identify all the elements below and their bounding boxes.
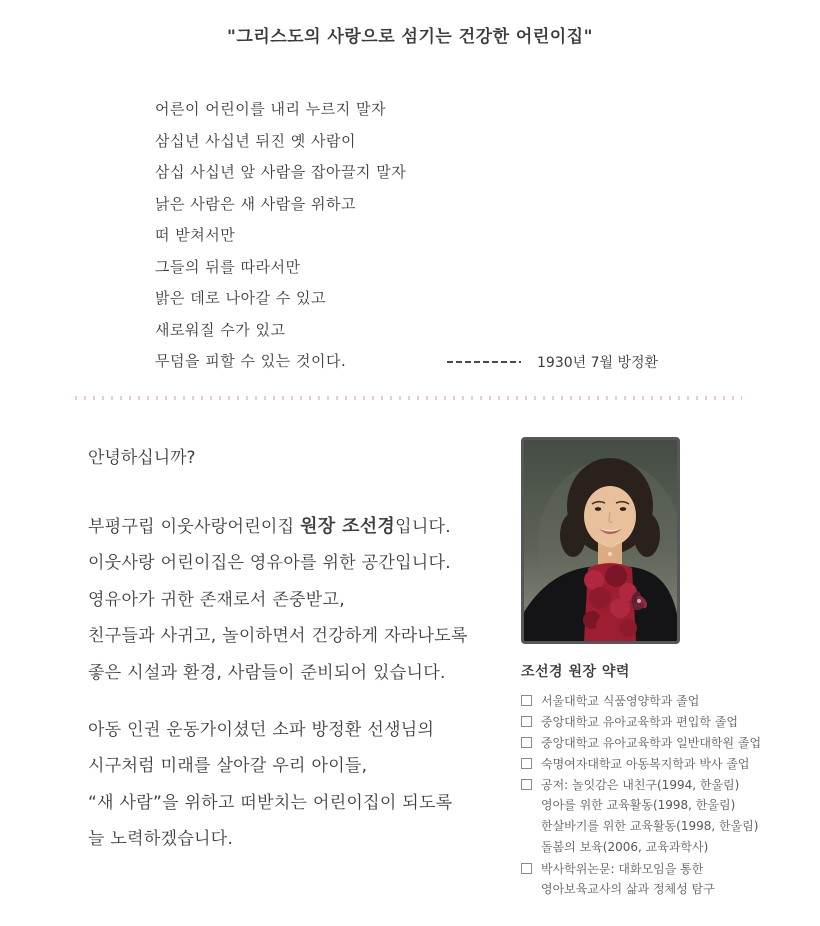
bio-item-label: 서울대학교 식품영양학과 졸업 (541, 694, 700, 708)
checkbox-icon (521, 716, 532, 727)
checkbox-icon (521, 863, 532, 874)
director-name-bold: 원장 조선경 (300, 516, 396, 537)
bio-item-label: 박사학위논문: 대화모임을 통한 (541, 862, 704, 876)
poem-attribution (447, 353, 658, 371)
poem-line: 밝은 데로 나아갈 수 있고 (155, 289, 326, 307)
bio-item (521, 858, 820, 879)
director-portrait-photo (521, 437, 680, 644)
poem (155, 94, 406, 378)
greeting-paragraph-1 (88, 509, 468, 691)
bio-item-label: 중앙대학교 유아교육학과 편입학 졸업 (541, 715, 738, 729)
checkbox-icon (521, 779, 532, 790)
bio-list (521, 690, 820, 900)
page-title: "그리스도의 사랑으로 섬기는 건강한 어린이집" (227, 27, 593, 47)
bio-sub-item: 영아를 위한 교육활동(1998, 한울림) (541, 798, 736, 812)
bio-item (521, 711, 820, 732)
greeting-line: 늘 노력하겠습니다. (88, 829, 234, 850)
bio-item-label: 공저: 놀잇감은 내친구(1994, 한울림) (541, 778, 740, 792)
greeting-hello: 안녕하십니까? (88, 448, 196, 468)
greeting-line-pre: 부평구립 이웃사랑어린이집 (88, 517, 301, 537)
poem-line: 낡은 사람은 새 사람을 위하고 (155, 194, 356, 213)
bio-section (521, 662, 820, 900)
greeting-text (88, 444, 468, 858)
greeting-line: 좋은 시설과 환경, 사람들이 준비되어 있습니다. (88, 662, 446, 683)
portrait-illustration (524, 440, 677, 641)
bio-item (521, 774, 820, 795)
poem-line: 삼십년 사십년 뒤진 옛 사람이 (155, 131, 356, 150)
greeting-line: 시구처럼 미래를 살아갈 우리 아이들, (88, 756, 368, 777)
dotted-divider (75, 396, 742, 400)
checkbox-icon (521, 758, 532, 769)
greeting-line: “새 사람”을 위하고 떠받치는 어린이집이 되도록 (88, 792, 453, 813)
bio-sub-item: 돌봄의 보육(2006, 교육과학사) (541, 840, 709, 854)
poem-line: 새로워질 수가 있고 (155, 320, 286, 339)
poem-line: 무덤을 피할 수 있는 것이다. (155, 352, 347, 370)
poem-line: 어른이 어린이를 내리 누르지 말자 (155, 100, 386, 118)
greeting-line: 친구들과 사귀고, 놀이하면서 건강하게 자라나도록 (88, 626, 468, 647)
greeting-paragraph-2 (88, 712, 468, 858)
bio-item (521, 753, 820, 774)
poem-line: 삼십 사십년 앞 사람을 잡아끌지 말자 (155, 163, 407, 181)
bio-item-label: 숙명여자대학교 아동복지학과 박사 졸업 (541, 757, 750, 771)
poem-line: 떠 받쳐서만 (155, 226, 236, 244)
checkbox-icon (521, 695, 532, 706)
greeting-line: 이웃사랑 어린이집은 영유아를 위한 공간입니다. (88, 553, 451, 574)
bio-item (521, 732, 820, 753)
greeting-line: 아동 인권 운동가이셨던 소파 방정환 선생님의 (88, 719, 435, 740)
greeting-line: 영유아가 귀한 존재로서 존중받고, (88, 589, 345, 610)
greeting-line (88, 509, 468, 545)
attribution-dash-line (447, 361, 521, 363)
bio-sub-item: 한살바기를 위한 교육활동(1998, 한울림) (541, 819, 759, 833)
checkbox-icon (521, 737, 532, 748)
bio-title: 조선경 원장 약력 (521, 664, 630, 680)
bio-item-label: 중앙대학교 유아교육학과 일반대학원 졸업 (541, 736, 762, 750)
bio-item (521, 690, 820, 711)
greeting-line-post: 입니다. (395, 517, 451, 537)
poem-line: 그들의 뒤를 따라서만 (155, 257, 301, 276)
bio-sub-item: 영아보육교사의 삶과 정체성 탐구 (541, 882, 715, 896)
poem-attribution-text: 1930년 7월 방정환 (537, 355, 659, 371)
